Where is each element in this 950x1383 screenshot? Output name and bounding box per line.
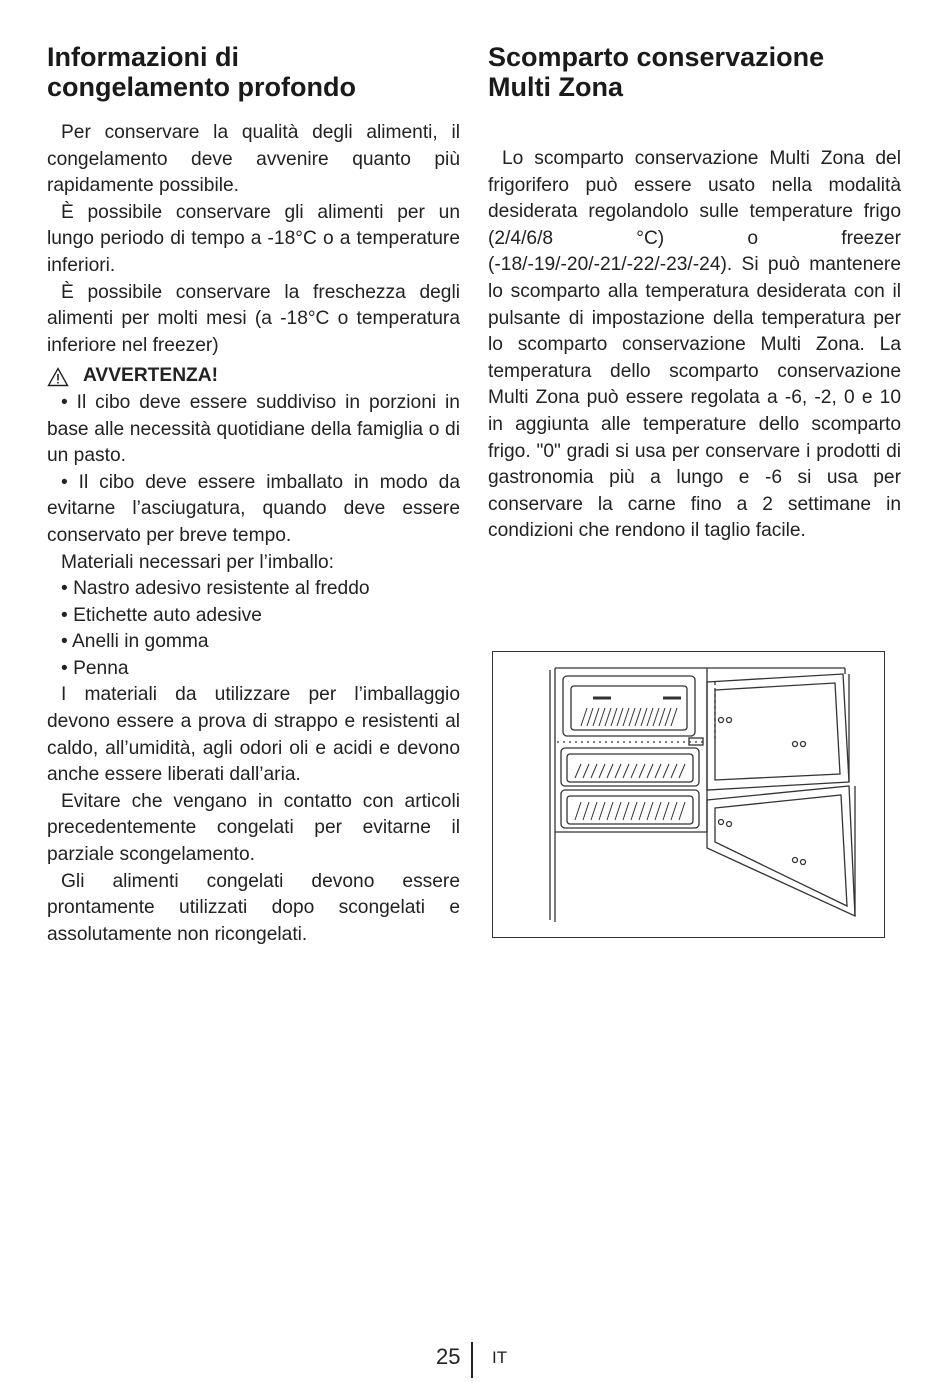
paragraph: I materiali da utilizzare per l’imballaggio devono essere a prova di strappo e resistenti al caldo, all’umidità, agli odori oli e acidi e devono anche essere liberati dall’aria. [47, 684, 460, 786]
paragraph: Per conservare la qualità degli alimenti, il congelamento deve avvenire quanto più rapidamente possibile. [47, 122, 460, 197]
warning-label: AVVERTENZA! [83, 365, 219, 387]
warning-item: • Il cibo deve essere suddiviso in porzioni in base alle necessità quotidiane della famiglia o di un pasto. [47, 391, 460, 467]
warning-heading [47, 363, 460, 390]
page-number: 25 [436, 1344, 461, 1369]
paragraph: Lo scomparto conservazione Multi Zona del frigorifero può essere usato nella modalità desiderata regolandolo sulle temperature frigo (2/4/6/8 °C) o freezer (-18/-19/-20/-21/-22/-23/-24). Si può mantenere lo scomparto alla temperatura desiderata con il pulsante di impostazione della temperatura per lo scomparto conservazione Multi Zona. La temperatura dello scomparto conservazione Multi Zona può essere regolata a -6, -2, 0 e 10 in aggiunta alle temperature dello scomparto frigo. "0" gradi si usa per conservare i prodotti di gastronomia più a lungo e -6 si usa per conservare la carne fino a 2 settimane in condizioni che rendono il taglio facile. [488, 148, 901, 542]
multi-zone-title: Scomparto conservazione Multi Zona [488, 42, 825, 102]
materials-list [47, 576, 460, 682]
list-item: • Anelli in gomma [47, 629, 460, 656]
footer-separator [471, 1342, 473, 1378]
multi-zone-body [488, 146, 901, 545]
paragraph: È possibile conservare la freschezza degli alimenti per molti mesi (a -18°C o temperatura inferiore nel freezer) [47, 281, 460, 356]
list-item: • Penna [47, 656, 460, 683]
deep-freeze-title: Informazioni di congelamento profondo [47, 42, 356, 102]
language-code: IT [492, 1348, 508, 1367]
warning-item: • Il cibo deve essere imballato in modo da evitarne l’asciugatura, quando deve essere conservato per breve tempo. [47, 471, 460, 546]
materials-intro: Materiali necessari per l’imballo: [61, 551, 334, 573]
fridge-drawing [493, 652, 883, 936]
paragraph: Gli alimenti congelati devono essere prontamente utilizzati dopo scongelati e assolutamente non ricongelati. [47, 870, 460, 945]
fridge-illustration [492, 651, 885, 938]
list-item: • Nastro adesivo resistente al freddo [47, 576, 460, 603]
intro-paragraphs [47, 120, 460, 359]
paragraph: È possibile conservare gli alimenti per un lungo periodo di tempo a -18°C o a temperature inferiori. [47, 201, 460, 276]
list-item: • Etichette auto adesive [47, 603, 460, 630]
warning-triangle-icon [47, 367, 69, 387]
paragraph: Evitare che vengano in contatto con articoli precedentemente congelati per evitarne il parziale scongelamento. [47, 790, 460, 866]
page-footer [0, 1342, 950, 1378]
right-column [488, 42, 901, 545]
left-column [47, 42, 460, 948]
